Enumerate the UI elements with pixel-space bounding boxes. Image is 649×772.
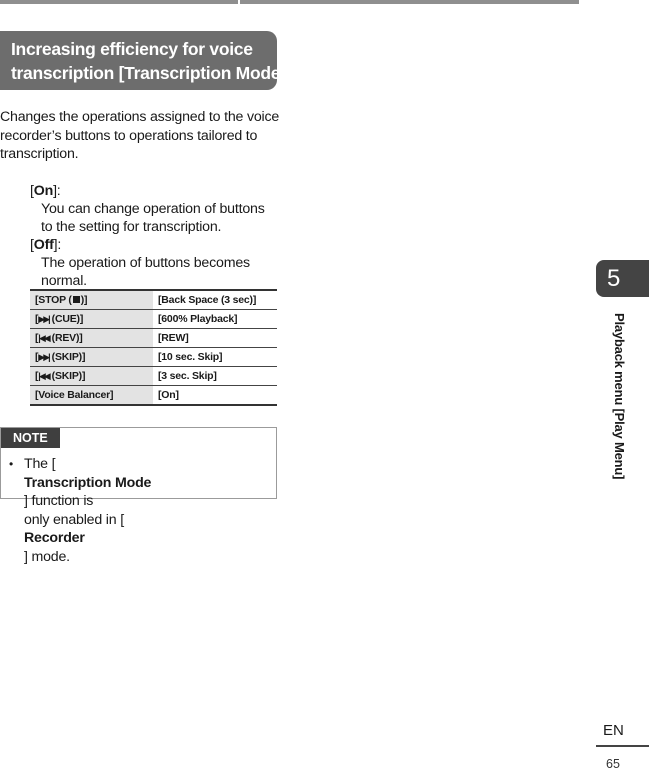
- option-off-name: [Off]:: [30, 237, 62, 253]
- option-off-desc-line-2: normal.: [41, 273, 87, 289]
- note-box: [0, 427, 277, 565]
- intro-line-1: Changes the operations assigned to the voice: [0, 109, 280, 125]
- option-on: [30, 182, 265, 236]
- setting-label: Back Space (3 sec): [161, 294, 253, 306]
- table-cell-setting: [REW]: [153, 329, 277, 348]
- language-rule: [596, 745, 649, 747]
- button-label: (REV): [51, 332, 80, 344]
- table-cell-button: [▶▶| (CUE)]: [30, 310, 153, 329]
- table-row: [30, 329, 277, 348]
- setting-label: 3 sec. Skip: [161, 370, 214, 382]
- note-line-1: The [ Transcription Mode ] function is: [24, 456, 152, 509]
- forward-skip-icon: ▶▶|: [38, 352, 49, 362]
- intro-line-3: transcription.: [0, 146, 79, 162]
- button-assignment-table: [30, 289, 277, 406]
- section-title-line-2: transcription [Transcription Mode]: [11, 63, 286, 83]
- intro-line-2: recorder’s buttons to operations tailored to: [0, 127, 258, 144]
- section-title: [0, 31, 286, 90]
- top-rule-gap: [238, 0, 240, 4]
- option-on-label: On: [33, 183, 54, 199]
- option-off-label: Off: [33, 237, 54, 253]
- setting-label: On: [161, 389, 176, 401]
- bullet-icon: •: [9, 457, 14, 471]
- top-rule: [0, 0, 579, 4]
- page-number: 65: [606, 757, 620, 771]
- rewind-skip-icon: |◀◀: [38, 333, 49, 343]
- chapter-tab: 5: [596, 260, 649, 297]
- table-cell-button: [▶▶| (SKIP)]: [30, 348, 153, 367]
- table-cell-button: [|◀◀ (SKIP)]: [30, 367, 153, 386]
- button-label: STOP (: [38, 294, 72, 306]
- table-cell-button: [STOP ( )]: [30, 290, 153, 310]
- note-text: [9, 455, 271, 566]
- rewind-skip-icon: |◀◀: [38, 371, 49, 381]
- table-cell-setting: [600% Playback]: [153, 310, 277, 329]
- option-on-name: [On]:: [30, 183, 61, 199]
- table-cell-setting: [10 sec. Skip]: [153, 348, 277, 367]
- stop-square-icon: [73, 296, 80, 303]
- setting-label: REW: [161, 332, 186, 344]
- note-line-2: only enabled in [ Recorder ] mode.: [24, 511, 124, 565]
- table-cell-button: [Voice Balancer]: [30, 386, 153, 406]
- option-off-description: [30, 254, 250, 290]
- table-cell-setting: [Back Space (3 sec)]: [153, 290, 277, 310]
- table-cell-setting: [3 sec. Skip]: [153, 367, 277, 386]
- option-on-description: [30, 200, 265, 236]
- setting-label: 600% Playback: [161, 313, 235, 325]
- option-off: [30, 236, 250, 290]
- chapter-label: Playback menu [Play Menu]: [612, 313, 627, 480]
- forward-skip-icon: ▶▶|: [38, 314, 49, 324]
- language-label: EN: [603, 722, 624, 739]
- table-cell-button: [|◀◀ (REV)]: [30, 329, 153, 348]
- setting-label: 10 sec. Skip: [161, 351, 220, 363]
- option-on-desc-line-2: to the setting for transcription.: [41, 219, 222, 235]
- table-row: [30, 348, 277, 367]
- intro-paragraph: [0, 108, 280, 164]
- table-row: [30, 386, 277, 406]
- button-label: (SKIP): [51, 351, 82, 363]
- table-row: [30, 290, 277, 310]
- button-label: (CUE): [51, 313, 80, 325]
- table-row: [30, 310, 277, 329]
- note-tag: NOTE: [1, 428, 60, 448]
- button-label: (SKIP): [51, 370, 82, 382]
- table-row: [30, 367, 277, 386]
- option-off-desc-line-1: The operation of buttons becomes: [41, 255, 250, 271]
- option-on-desc-line-1: You can change operation of buttons: [41, 201, 265, 217]
- table-cell-setting: [On]: [153, 386, 277, 406]
- section-title-line-1: Increasing efficiency for voice: [11, 39, 253, 59]
- button-label: Voice Balancer: [38, 389, 111, 401]
